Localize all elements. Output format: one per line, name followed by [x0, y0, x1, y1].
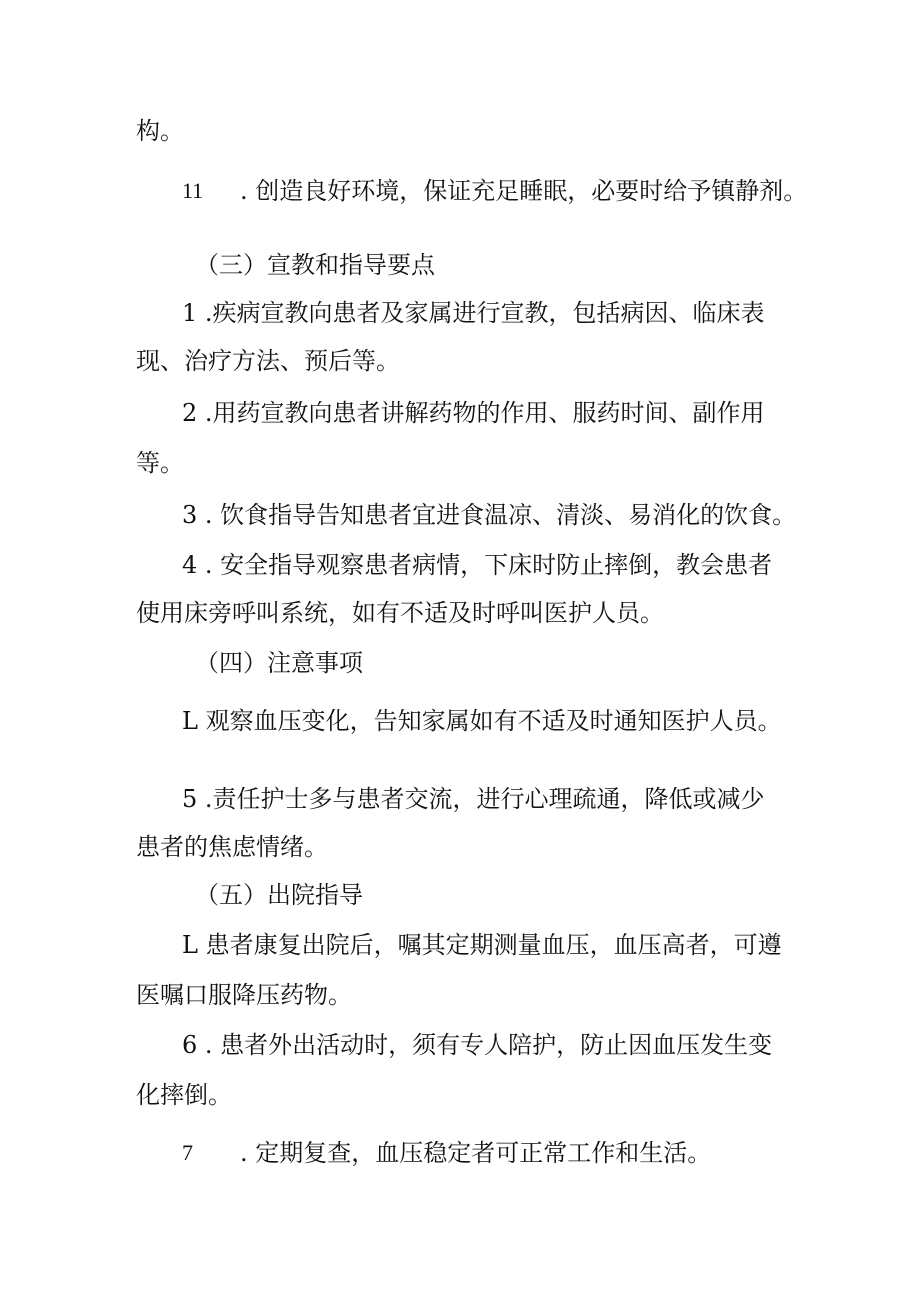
text-line: L 观察血压变化，告知家属如有不适及时通知医护人员。 — [182, 707, 782, 735]
text-line: 4 . 安全指导观察患者病情，下床时防止摔倒，教会患者 — [182, 551, 773, 579]
text-line: 等。 — [136, 449, 184, 477]
text-line: 患者的焦虑情绪。 — [136, 833, 328, 861]
text-line: 化摔倒。 — [136, 1081, 232, 1109]
list-number: 7 — [182, 1140, 193, 1165]
text-line: 5 .责任护士多与患者交流，进行心理疏通，降低或减少 — [182, 785, 765, 813]
text-line: . 创造良好环境，保证充足睡眠，必要时给予镇静剂。 — [240, 177, 808, 205]
section-heading: （四）注意事项 — [195, 649, 363, 677]
text-line: 6 . 患者外出活动时，须有专人陪护，防止因血压发生变 — [182, 1031, 773, 1059]
section-heading: （三）宣教和指导要点 — [195, 251, 435, 279]
text-line: 3 . 饮食指导告知患者宜进食温凉、清淡、易消化的饮食。 — [182, 501, 797, 529]
text-line: 2 .用药宣教向患者讲解药物的作用、服药时间、副作用 — [182, 399, 765, 427]
list-number: 11 — [182, 178, 204, 203]
text-line: 现、治疗方法、预后等。 — [136, 347, 400, 375]
text-line: 1 .疾病宣教向患者及家属进行宣教，包括病因、临床表 — [182, 299, 765, 327]
text-line: 构。 — [136, 117, 184, 145]
text-line: L 患者康复出院后，嘱其定期测量血压，血压高者，可遵 — [182, 931, 782, 959]
text-line: . 定期复查，血压稳定者可正常工作和生活。 — [240, 1139, 712, 1167]
section-heading: （五）出院指导 — [195, 881, 363, 909]
text-line: 医嘱口服降压药物。 — [136, 981, 352, 1009]
text-line: 使用床旁呼叫系统，如有不适及时呼叫医护人员。 — [136, 599, 664, 627]
